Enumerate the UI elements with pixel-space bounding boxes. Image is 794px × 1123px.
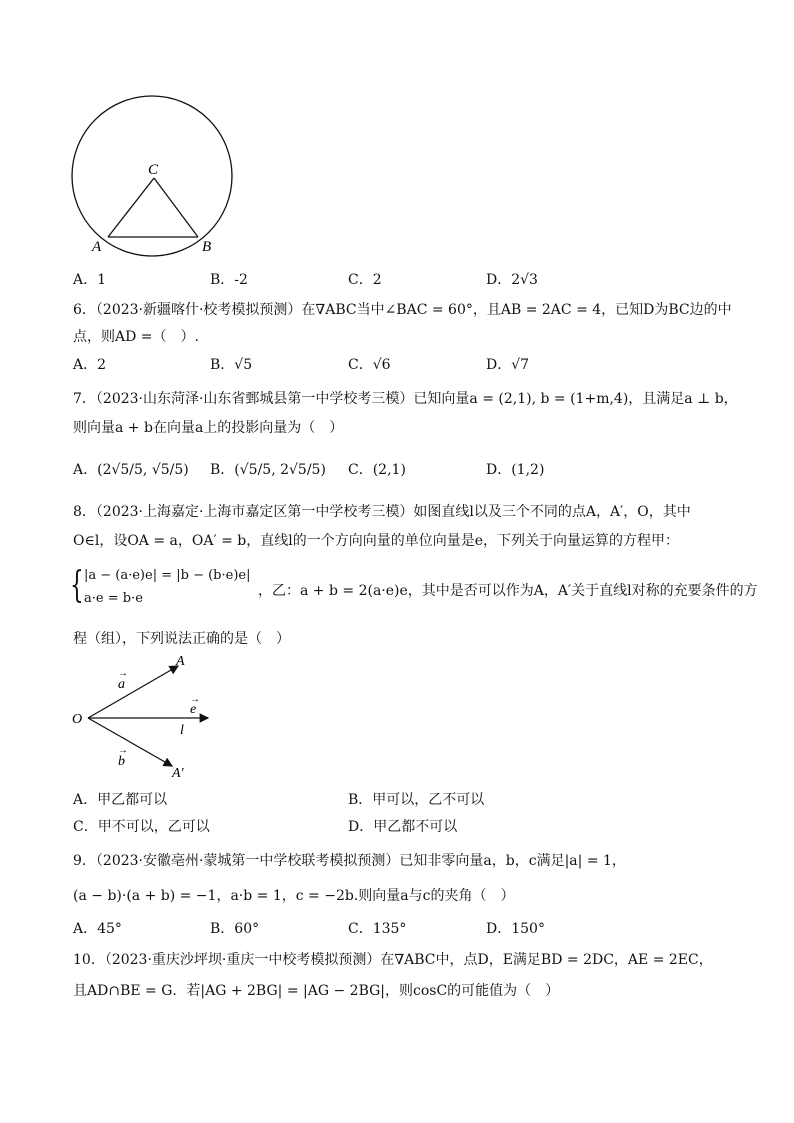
label-b: B bbox=[202, 239, 212, 255]
q9-option-b: B．60° bbox=[210, 921, 260, 937]
q8-option-b: B．甲可以，乙不可以 bbox=[348, 792, 485, 808]
label-c: C bbox=[148, 162, 159, 178]
q9-line-1: 9．（2023·安徽亳州·蒙城第一中学校联考模拟预测）已知非零向量a，b，c满足|a| = 1， bbox=[73, 853, 626, 869]
q8-line-4: 程（组），下列说法正确的是（ ） bbox=[73, 631, 290, 647]
q9-option-c: C．135° bbox=[348, 921, 407, 937]
svg-text:→: → bbox=[190, 694, 200, 705]
q8-system-eq-2: a·e = b·e bbox=[84, 591, 143, 606]
q7-option-b: B．(√5/5, 2√5/5) bbox=[210, 462, 326, 478]
q8-option-c: C．甲不可以，乙可以 bbox=[73, 819, 210, 835]
label-vec-b: b bbox=[118, 754, 125, 769]
q6-line-1: 6．（2023·新疆喀什·校考模拟预测）在∇ABC当中∠BAC = 60°，且AB = 2AC = 4，已知D为BC边的中 bbox=[73, 302, 732, 318]
q5-option-c: C．2 bbox=[348, 272, 382, 288]
q8-system-eq-1: |a − (a·e)e| = |b − (b·e)e| bbox=[84, 568, 251, 583]
q9-line-2: (a − b)·(a + b) = −1，a·b = 1，c = −2b.则向量a与c的夹角（ ） bbox=[73, 888, 515, 904]
label-vec-a: a bbox=[118, 677, 125, 692]
q8-brace: { bbox=[70, 565, 84, 606]
q7-option-c: C．(2,1) bbox=[348, 462, 406, 478]
q9-option-d: D．150° bbox=[486, 921, 545, 937]
label-point-o: O bbox=[72, 712, 83, 727]
q6-option-d: D．√7 bbox=[486, 357, 530, 373]
vector-figure bbox=[66, 650, 226, 785]
q6-option-a: A．2 bbox=[73, 357, 107, 373]
q5-option-d: D．2√3 bbox=[486, 272, 538, 288]
label-point-a: A bbox=[176, 654, 185, 669]
q8-option-d: D．甲乙都不可以 bbox=[348, 819, 458, 835]
label-point-a-prime: A′ bbox=[172, 766, 184, 781]
q10-line-1: 10．（2023·重庆沙坪坝·重庆一中校考模拟预测）在∇ABC中，点D，E满足BD = 2DC，AE = 2EC， bbox=[73, 952, 713, 968]
q7-option-a: A．(2√5/5, √5/5) bbox=[73, 462, 189, 478]
label-a: A bbox=[92, 239, 102, 255]
q8-option-a: A．甲乙都可以 bbox=[73, 792, 168, 808]
q6-option-b: B．√5 bbox=[210, 357, 253, 373]
q6-line-2: 点，则AD =（ ）. bbox=[73, 329, 199, 345]
q8-line-3: ，乙：a + b = 2(a·e)e，其中是否可以作为A，A′关于直线l对称的充要条件的方 bbox=[258, 583, 758, 599]
q7-line-2: 则向量a + b在向量a上的投影向量为（ ） bbox=[73, 420, 344, 436]
label-line-l: l bbox=[180, 723, 184, 738]
circle-triangle-figure bbox=[66, 92, 236, 262]
q6-option-c: C．√6 bbox=[348, 357, 391, 373]
q5-option-b: B．-2 bbox=[210, 272, 248, 288]
q5-option-a: A．1 bbox=[73, 272, 107, 288]
svg-text:→: → bbox=[118, 745, 128, 756]
q7-line-1: 7．（2023·山东菏泽·山东省鄄城县第一中学校考三模）已知向量a = (2,1), b = (1+m,4)，且满足a ⊥ b， bbox=[73, 391, 738, 407]
q8-line-1: 8．（2023·上海嘉定·上海市嘉定区第一中学校考三模）如图直线l以及三个不同的点A，A′，O，其中 bbox=[73, 504, 691, 520]
label-vec-e: e bbox=[190, 702, 197, 717]
svg-text:→: → bbox=[118, 668, 128, 679]
q10-line-2: 且AD∩BE = G．若|AG + 2BG| = |AG − 2BG|，则cosC的可能值为（ ） bbox=[73, 983, 560, 999]
q8-line-2: O∈l，设OA = a，OA′ = b，直线l的一个方向向量的单位向量是e，下列关于向量运算的方程甲： bbox=[73, 533, 680, 549]
q9-option-a: A．45° bbox=[73, 921, 122, 937]
q7-option-d: D．(1,2) bbox=[486, 462, 545, 478]
